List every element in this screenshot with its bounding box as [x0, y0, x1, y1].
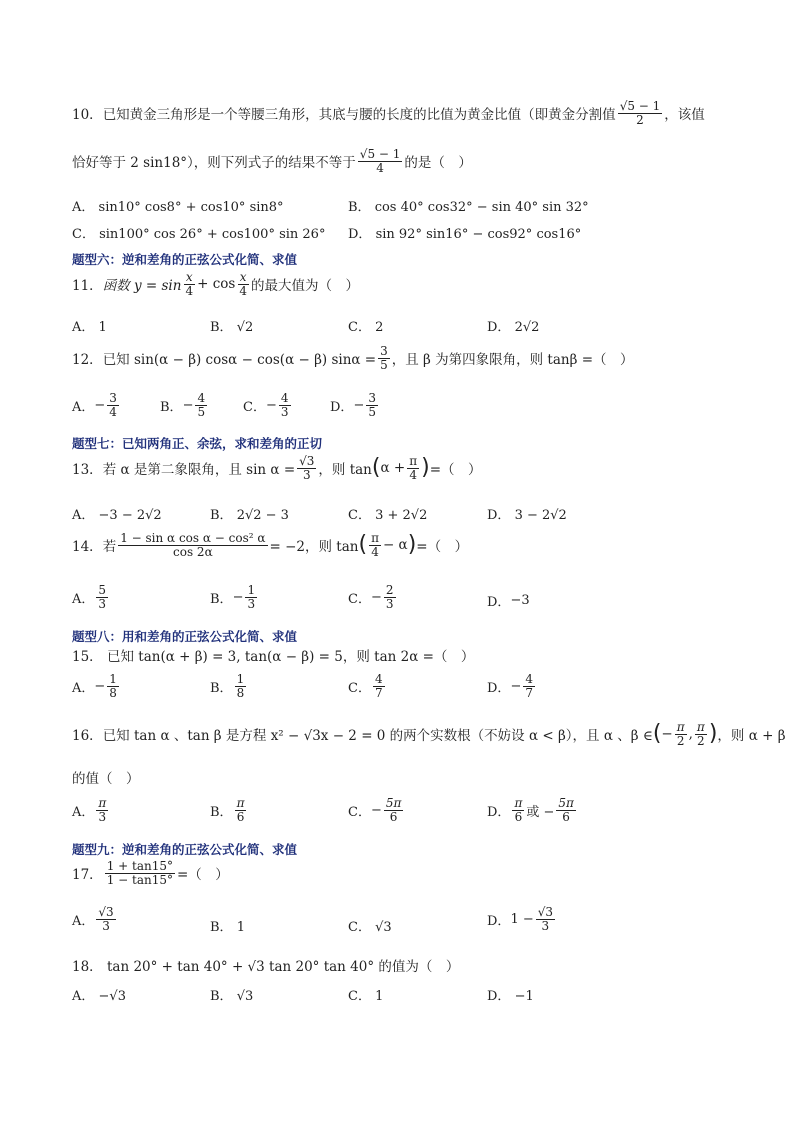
q10-line1 [72, 100, 705, 126]
denominator: 3 [280, 404, 289, 419]
denominator: 5 [197, 404, 206, 419]
q13-number: 13． [72, 462, 103, 479]
q17-suffix: =（ ） [176, 867, 229, 884]
q12-option-d[interactable] [330, 392, 380, 418]
q14-option-c[interactable] [348, 584, 398, 610]
section-heading-6: 题型六：逆和差角的正弦公式化简、求值 [72, 252, 298, 267]
q13-stem [72, 455, 482, 481]
option-label: C． [348, 989, 371, 1004]
option-label: A． [72, 399, 95, 415]
numerator: 2 [385, 583, 394, 597]
option-sign: − [232, 589, 244, 605]
option-text: cos 40° cos32° − sin 40° sin 32° [374, 200, 589, 215]
denominator: 4 [371, 544, 379, 559]
option-label: B． [210, 508, 233, 523]
q13-option-d[interactable] [487, 504, 567, 523]
option-text: sin10° cos8° + cos10° sin8° [98, 200, 284, 215]
interval-upper-frac [695, 721, 707, 747]
denominator: 3 [98, 596, 107, 611]
numerator: 1 − sin α cos α − cos² α [120, 531, 266, 545]
interval-comma: , [688, 726, 693, 743]
option-fraction [96, 797, 108, 823]
option-text: sin 92° sin16° − cos92° cos16° [375, 227, 582, 242]
option-fraction [235, 673, 247, 699]
q16-option-d[interactable] [487, 797, 578, 823]
denominator: 3 [541, 918, 550, 933]
numerator: 4 [197, 391, 206, 405]
denominator: 6 [562, 809, 570, 824]
q10-line2 [72, 148, 472, 174]
option-label: A． [72, 804, 95, 820]
numerator: π [409, 454, 418, 468]
q13-inner: α + [380, 460, 406, 477]
numerator: π [98, 796, 107, 810]
option-label: B． [210, 320, 233, 335]
numerator: 1 [247, 583, 256, 597]
option-text: −3 − 2√2 [98, 508, 162, 523]
denominator: 7 [525, 685, 533, 700]
denominator: 5 [380, 357, 388, 372]
option-sign: − [510, 678, 522, 694]
q11-suffix: 的最大值为（ ） [250, 278, 359, 295]
option-label: A． [72, 591, 95, 607]
denominator: 4 [239, 283, 247, 298]
denominator: 4 [185, 283, 194, 298]
option-text: 1 [236, 920, 245, 935]
q16-line1-end: ，则 α + β [717, 728, 786, 745]
option-fraction-2 [556, 797, 576, 823]
option-label: A． [72, 508, 95, 523]
q18-option-c[interactable] [348, 985, 383, 1004]
option-pre: 1 − [510, 911, 534, 927]
option-fraction [235, 797, 247, 823]
q17-option-a[interactable] [72, 906, 118, 932]
option-fraction [279, 392, 291, 418]
option-label: C． [348, 591, 371, 607]
option-fraction [107, 673, 119, 699]
right-paren-icon: ) [407, 532, 417, 558]
option-label: A． [72, 680, 95, 696]
denominator: 2 [697, 733, 705, 748]
denominator: 6 [389, 809, 398, 824]
q10-frac-denominator: 2 [636, 112, 644, 127]
option-or: 或 − [526, 804, 555, 820]
q16-option-a[interactable] [72, 797, 110, 823]
q10-line2-text: 恰好等于 2 sin18°），则下列式子的结果不等于 [72, 155, 356, 172]
section-heading-7: 题型七：已知两角正、余弦，求和差角的正切 [72, 436, 323, 451]
denominator: 3 [102, 918, 110, 933]
q10-line1-text: 已知黄金三角形是一个等腰三角形，其底与腰的长度的比值为黄金比值（即黄金分割值 [102, 107, 616, 124]
option-fraction [245, 584, 257, 610]
q14-frac [118, 532, 267, 558]
numerator: 3 [368, 391, 376, 405]
q18-number: 18． [72, 959, 103, 975]
numerator: π [236, 796, 245, 810]
numerator: 1 [236, 672, 245, 686]
q11-number: 11． [72, 278, 103, 295]
q17-stem [72, 860, 229, 886]
q10-option-c[interactable] [72, 223, 325, 242]
option-label: C． [348, 804, 371, 820]
option-fraction [366, 392, 378, 418]
numerator: 1 + tan15° [106, 859, 173, 873]
q12-number: 12． [72, 352, 103, 369]
option-text: −3 [510, 593, 530, 608]
option-text: −1 [514, 989, 534, 1004]
option-sign: − [94, 397, 106, 413]
q14-stem [72, 532, 468, 558]
q11-option-b[interactable] [210, 316, 253, 335]
option-sign: − [370, 589, 382, 605]
q14-option-b[interactable] [210, 584, 259, 610]
denominator: 3 [98, 809, 107, 824]
q14-suffix: =（ ） [416, 539, 469, 556]
option-label: D． [348, 227, 372, 242]
q15-option-d[interactable] [487, 673, 537, 699]
numerator: π [676, 720, 685, 734]
numerator: 3 [380, 344, 388, 358]
option-sign: − [94, 678, 106, 694]
q10-option-b[interactable] [348, 196, 589, 215]
q11-option-c[interactable] [348, 316, 383, 335]
section-heading-9: 题型九：逆和差角的正弦公式化简、求值 [72, 842, 298, 857]
option-label: C． [348, 320, 371, 335]
option-fraction [536, 906, 555, 932]
option-text: sin100° cos 26° + cos100° sin 26° [99, 227, 326, 242]
denominator: cos 2α [173, 544, 213, 559]
option-text: −√3 [98, 989, 126, 1004]
q15-text: 已知 tan(α + β) = 3, tan(α − β) = 5，则 tan 2α =（ ） [106, 649, 475, 665]
option-label: B． [210, 920, 233, 935]
q13-mid: ，则 tan [318, 462, 372, 479]
option-label: C． [72, 227, 95, 242]
option-fraction-1 [512, 797, 524, 823]
left-paren-icon: ( [358, 532, 368, 558]
denominator: 6 [236, 809, 245, 824]
option-label: C． [243, 399, 266, 415]
q13-inner-frac [407, 455, 419, 481]
right-paren-icon: ) [421, 455, 430, 481]
option-label: B． [210, 591, 233, 607]
q11-option-a[interactable] [72, 316, 107, 335]
option-fraction [107, 392, 119, 418]
q14-mid: = −2，则 tan [269, 539, 359, 556]
option-fraction [373, 673, 385, 699]
option-label: B． [160, 399, 183, 415]
option-label: C． [348, 508, 371, 523]
option-text: √3 [236, 989, 254, 1004]
q11-frac2 [237, 271, 249, 297]
denominator: 4 [109, 404, 117, 419]
denominator: 8 [109, 685, 117, 700]
q18-option-b[interactable] [210, 985, 253, 1004]
q13-option-b[interactable] [210, 504, 289, 523]
denominator: 1 − tan15° [106, 872, 173, 887]
option-label: D． [487, 913, 511, 929]
q17-option-b[interactable] [210, 916, 245, 935]
left-paren-icon: ( [652, 721, 662, 747]
option-text: 2 [375, 320, 384, 335]
q12-option-a[interactable] [72, 392, 121, 418]
denominator: 5 [368, 404, 376, 419]
q14-option-d[interactable] [487, 591, 530, 610]
numerator: 5π [558, 796, 574, 810]
q18-text: tan 20° + tan 40° + √3 tan 20° tan 40° 的值为（ ） [106, 959, 460, 975]
option-text: 2√2 [514, 320, 540, 335]
q10-line1-end: ，该值 [664, 107, 705, 124]
numerator: 1 [109, 672, 117, 686]
q11-option-d[interactable] [487, 316, 539, 335]
numerator: 4 [525, 672, 533, 686]
q14-prefix: 若 [102, 539, 117, 556]
option-label: C． [348, 680, 371, 696]
q15-option-b[interactable] [210, 673, 248, 699]
q12-stem [72, 345, 634, 371]
q10-quarter-fraction [358, 148, 403, 174]
denominator: 7 [374, 685, 383, 700]
numerator: x [185, 270, 193, 284]
numerator: π [514, 796, 523, 810]
option-label: A． [72, 200, 95, 215]
q15-number: 15． [72, 649, 103, 665]
option-text: 3 + 2√2 [375, 508, 428, 523]
option-fraction [384, 584, 396, 610]
option-label: B． [348, 200, 371, 215]
q11-frac1 [183, 271, 195, 297]
numerator: 5 [98, 583, 107, 597]
q16-option-c[interactable] [348, 797, 405, 823]
numerator: √3 [98, 905, 114, 919]
option-fraction [195, 392, 207, 418]
denominator: 4 [409, 467, 417, 482]
q18-stem [72, 955, 459, 975]
option-label: D． [487, 320, 511, 335]
q17-option-d[interactable] [487, 906, 557, 932]
option-text: √2 [236, 320, 254, 335]
option-text: 1 [375, 989, 384, 1004]
q10-golden-fraction [618, 100, 663, 126]
option-label: A． [72, 320, 95, 335]
option-label: B． [210, 989, 233, 1004]
option-label: D． [487, 989, 511, 1004]
q15-option-c[interactable] [348, 673, 387, 699]
option-fraction [384, 797, 404, 823]
q11-prefix: 函数 y = sin [102, 278, 182, 295]
q10-line2-end: 的是（ ） [404, 155, 472, 172]
option-label: D． [487, 595, 511, 610]
interval-lower-frac [675, 721, 687, 747]
denominator: 8 [236, 685, 245, 700]
q15-stem [72, 645, 474, 665]
left-paren-icon: ( [371, 455, 381, 481]
q13-frac [297, 455, 316, 481]
q10-number: 10． [72, 107, 103, 124]
q12-suffix: ，且 β 为第四象限角，则 tanβ =（ ） [391, 352, 634, 369]
q18-option-d[interactable] [487, 985, 534, 1004]
numerator: π [371, 531, 379, 545]
interval-sign: − [661, 726, 673, 743]
numerator: √3 [299, 454, 315, 468]
q16-line1 [72, 721, 786, 747]
option-fraction [96, 584, 108, 610]
q12-frac [378, 345, 390, 371]
option-sign: − [370, 802, 382, 818]
option-sign: − [353, 397, 365, 413]
option-label: D． [487, 804, 511, 820]
q10-frac2-denominator: 4 [376, 160, 384, 175]
option-text: 3 − 2√2 [514, 508, 567, 523]
q14-inner-frac [369, 532, 381, 558]
section-heading-8: 题型八：用和差角的正弦公式化简、求值 [72, 629, 298, 644]
q12-option-b[interactable] [160, 392, 209, 418]
q13-option-c[interactable] [348, 504, 427, 523]
q16-option-b[interactable] [210, 797, 248, 823]
option-text: √3 [375, 920, 392, 935]
q13-prefix: 若 α 是第二象限角，且 sin α = [102, 462, 296, 479]
option-label: A． [72, 913, 95, 929]
q10-frac-numerator: √5 − 1 [619, 99, 661, 113]
option-sign: − [265, 397, 277, 413]
option-label: A． [72, 989, 95, 1004]
q14-number: 14． [72, 539, 103, 556]
option-label: D． [487, 680, 511, 696]
numerator: 4 [374, 672, 383, 686]
option-sign: − [182, 397, 194, 413]
q11-stem [72, 271, 359, 297]
numerator: 3 [109, 391, 117, 405]
option-label: B． [210, 804, 233, 820]
option-fraction [523, 673, 535, 699]
q12-option-c[interactable] [243, 392, 293, 418]
numerator: x [239, 270, 247, 284]
q17-option-c[interactable] [348, 916, 392, 935]
denominator: 2 [676, 733, 685, 748]
denominator: 3 [302, 467, 311, 482]
option-text: 2√2 − 3 [236, 508, 289, 523]
right-paren-icon: ) [708, 721, 718, 747]
q16-text: 已知 tan α 、tan β 是方程 x² − √3x − 2 = 0 的两个实数根（不妨设 α < β），且 α 、β ∈ [102, 728, 653, 745]
q14-option-a[interactable] [72, 584, 110, 610]
denominator: 3 [247, 596, 256, 611]
q13-option-a[interactable] [72, 504, 162, 523]
q17-frac [105, 860, 175, 886]
numerator: √3 [537, 905, 554, 919]
q16-number: 16． [72, 728, 103, 745]
option-label: B． [210, 680, 233, 696]
denominator: 3 [385, 596, 394, 611]
option-text: 1 [98, 320, 107, 335]
q10-option-d[interactable] [348, 223, 581, 242]
numerator: 4 [280, 391, 289, 405]
q17-number: 17． [72, 867, 103, 884]
q10-frac2-numerator: √5 − 1 [359, 147, 401, 161]
option-fraction [96, 906, 115, 932]
option-label: C． [348, 920, 371, 935]
option-label: D． [487, 508, 511, 523]
q13-suffix: =（ ） [429, 462, 482, 479]
numerator: π [696, 720, 705, 734]
numerator: 5π [385, 796, 402, 810]
q10-option-a[interactable] [72, 196, 284, 215]
q15-option-a[interactable] [72, 673, 121, 699]
denominator: 6 [514, 809, 523, 824]
option-label: D． [330, 399, 354, 415]
q18-option-a[interactable] [72, 985, 126, 1004]
q14-inner: − α [382, 537, 408, 554]
q12-text: 已知 sin(α − β) cosα − cos(α − β) sinα = [102, 352, 377, 369]
q16-line2: 的值（ ） [72, 771, 140, 787]
q11-mid: + cos [197, 276, 236, 293]
